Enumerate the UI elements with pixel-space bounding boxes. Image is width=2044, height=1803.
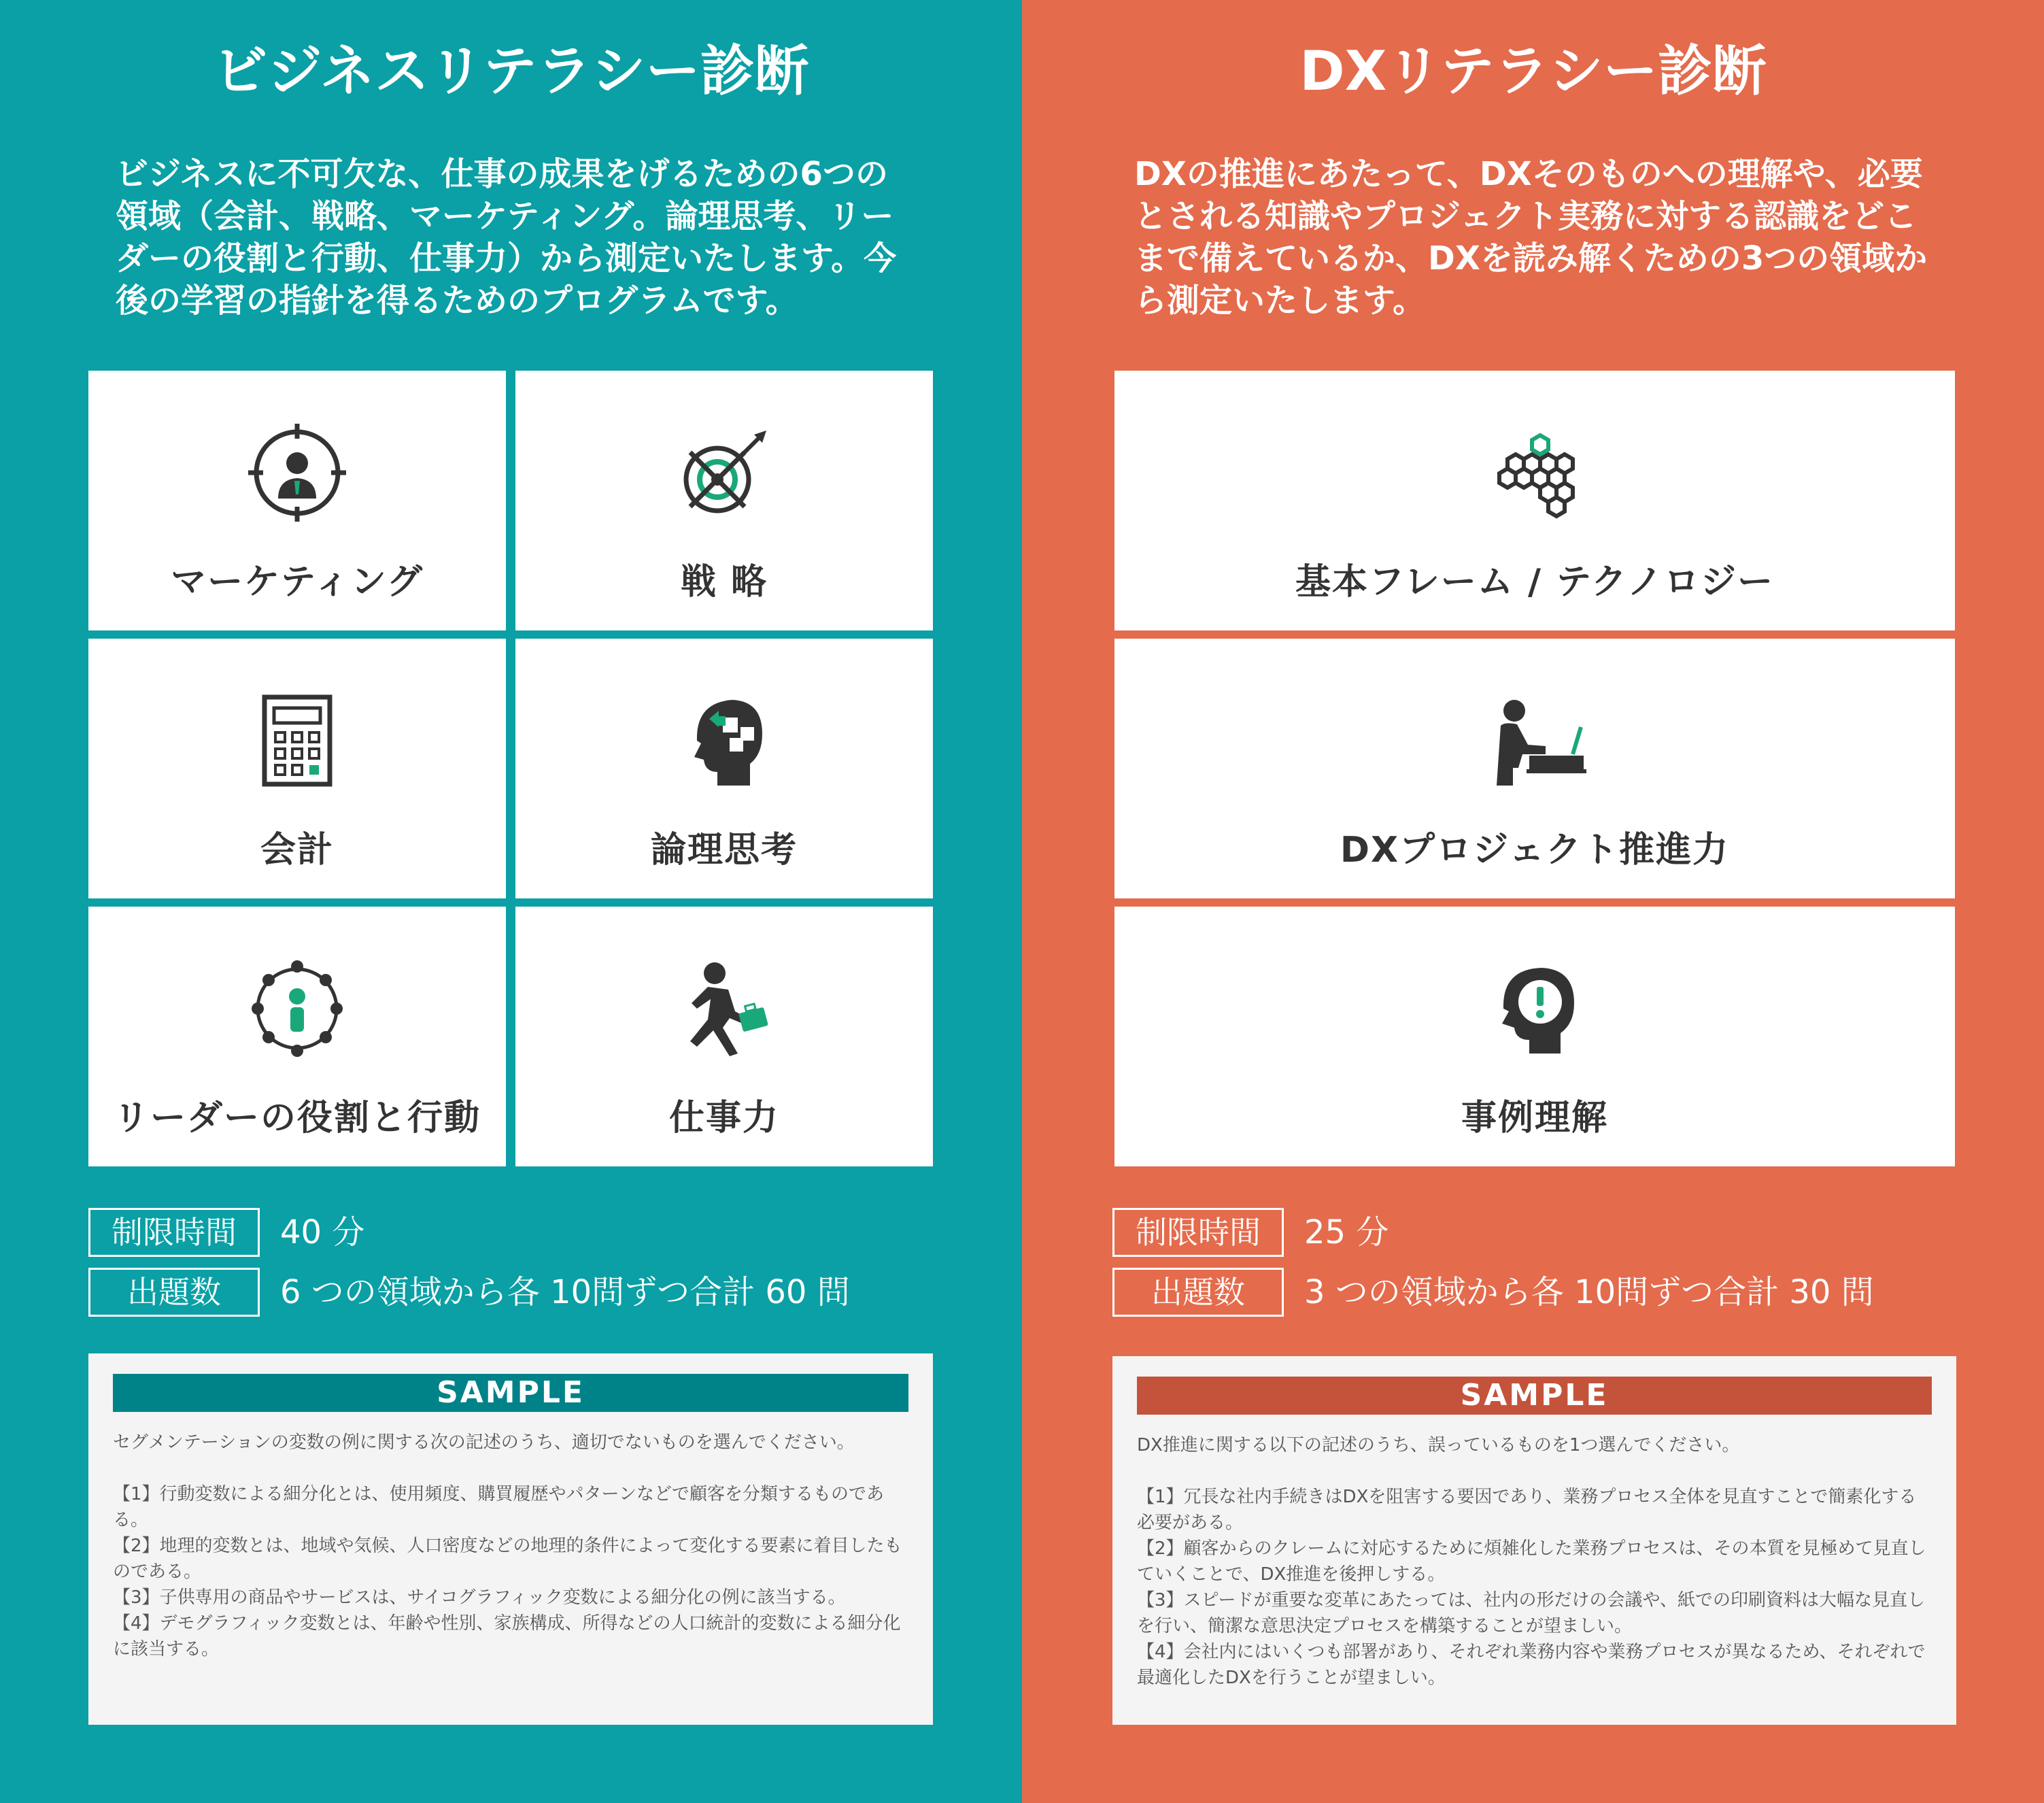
domain-tile-logical-thinking: [515, 639, 933, 898]
dx-literacy-description: DXの推進にあたって、DXそのものへの理解や、必要とされる知識やプロジェクト実務に対する認識をどこまで備えているか、DXを読み解くための3つの領域から測定いたします。: [1134, 155, 1928, 320]
sample-option: 【2】顧客からのクレームに対応するために煩雑化した業務プロセスは、その本質を見極めて見直していくことで、DX推進を後押しする。: [1137, 1538, 1926, 1585]
leader-circle-icon: [243, 954, 352, 1063]
domain-label: 基本フレーム / テクノロジー: [1295, 562, 1774, 603]
question-count-tag: 出題数: [88, 1268, 260, 1317]
sample-question-box: [88, 1353, 933, 1725]
domain-tile-strategy: [515, 371, 933, 630]
person-laptop-icon: [1480, 686, 1589, 795]
time-limit-tag: 制限時間: [1112, 1208, 1284, 1257]
sample-option: 【1】行動変数による細分化とは、使用頻度、購買履歴やパターンなどで顧客を分類するものである。: [113, 1484, 885, 1530]
domain-label: リーダーの役割と行動: [113, 1098, 481, 1139]
domain-label: マーケティング: [171, 562, 424, 603]
domain-tile-case-study: [1114, 907, 1955, 1166]
question-count-row: [88, 1268, 938, 1317]
domain-label: 会計: [260, 830, 334, 871]
sample-header: SAMPLE: [113, 1374, 908, 1412]
dx-literacy-panel: [1022, 0, 2044, 1803]
domain-tile-leadership: [88, 907, 506, 1166]
domain-label: 事例理解: [1461, 1098, 1608, 1139]
hexagon-network-icon: [1480, 418, 1589, 527]
domain-label: DXプロジェクト推進力: [1340, 830, 1730, 871]
question-count-row: [1112, 1268, 1962, 1317]
sample-question: DX推進に関する以下の記述のうち、誤っているものを1つ選んでください。: [1137, 1435, 1740, 1455]
calculator-icon: [243, 686, 352, 795]
domain-tile-work-ability: [515, 907, 933, 1166]
head-puzzle-icon: [670, 686, 779, 795]
domain-tile-framework-technology: [1114, 371, 1955, 630]
domain-tile-dx-project: [1114, 639, 1955, 898]
time-limit-tag: 制限時間: [88, 1208, 260, 1257]
sample-option: 【2】地理的変数とは、地域や気候、人口密度などの地理的条件によって変化する要素に着目したものである。: [113, 1536, 902, 1582]
domain-label: 論理思考: [650, 830, 798, 871]
sample-option: 【3】子供専用の商品やサービスは、サイコグラフィック変数による細分化の例に該当する。: [113, 1587, 846, 1608]
sample-option: 【1】冗長な社内手続きはDXを阻害する要因であり、業務プロセス全体を見直すことで簡素化する必要がある。: [1137, 1487, 1917, 1533]
time-limit-value: 25 分: [1304, 1213, 1389, 1251]
question-count-value: 3 つの領域から各 10問ずつ合計 30 問: [1304, 1273, 1874, 1311]
target-arrow-icon: [670, 418, 779, 527]
sample-option: 【4】会社内にはいくつも部署があり、それぞれ業務内容や業務プロセスが異なるため、それぞれで最適化したDXを行うことが望ましい。: [1137, 1642, 1926, 1688]
sample-header: SAMPLE: [1137, 1377, 1932, 1415]
time-limit-row: [88, 1208, 938, 1257]
target-person-icon: [243, 418, 352, 527]
sample-options: [1137, 1484, 1932, 1691]
question-count-value: 6 つの領域から各 10問ずつ合計 60 問: [280, 1273, 850, 1311]
business-domain-grid: [88, 371, 933, 1166]
dx-domain-grid: [1114, 371, 1955, 1166]
domain-label: 戦 略: [680, 562, 768, 603]
sample-option: 【3】スピードが重要な変革にあたっては、社内の形だけの会議や、紙での印刷資料は大幅な見直しを行い、簡潔な意思決定プロセスを構築することが望ましい。: [1137, 1590, 1925, 1636]
domain-tile-accounting: [88, 639, 506, 898]
sample-option: 【4】デモグラフィック変数とは、年齢や性別、家族構成、所得などの人口統計的変数による細分化に該当する。: [113, 1613, 901, 1659]
sample-question: セグメンテーションの変数の例に関する次の記述のうち、適切でないものを選んでください。: [113, 1432, 855, 1453]
sample-question-box: [1112, 1356, 1956, 1725]
business-literacy-title: ビジネスリテラシー診断: [213, 39, 809, 103]
time-limit-value: 40 分: [280, 1213, 365, 1251]
running-person-icon: [670, 954, 779, 1063]
domain-tile-marketing: [88, 371, 506, 630]
domain-label: 仕事力: [668, 1098, 779, 1139]
question-count-tag: 出題数: [1112, 1268, 1284, 1317]
dx-literacy-title: DXリテラシー診断: [1299, 39, 1767, 103]
sample-options: [113, 1481, 908, 1662]
head-exclamation-icon: [1480, 954, 1589, 1063]
business-literacy-description: ビジネスに不可欠な、仕事の成果をげるための6つの領域（会計、戦略、マーケティング。論理思考、リーダーの役割と行動、仕事力）から測定いたします。今後の学習の指針を得るためのプログラムです。: [116, 155, 897, 320]
time-limit-row: [1112, 1208, 1962, 1257]
